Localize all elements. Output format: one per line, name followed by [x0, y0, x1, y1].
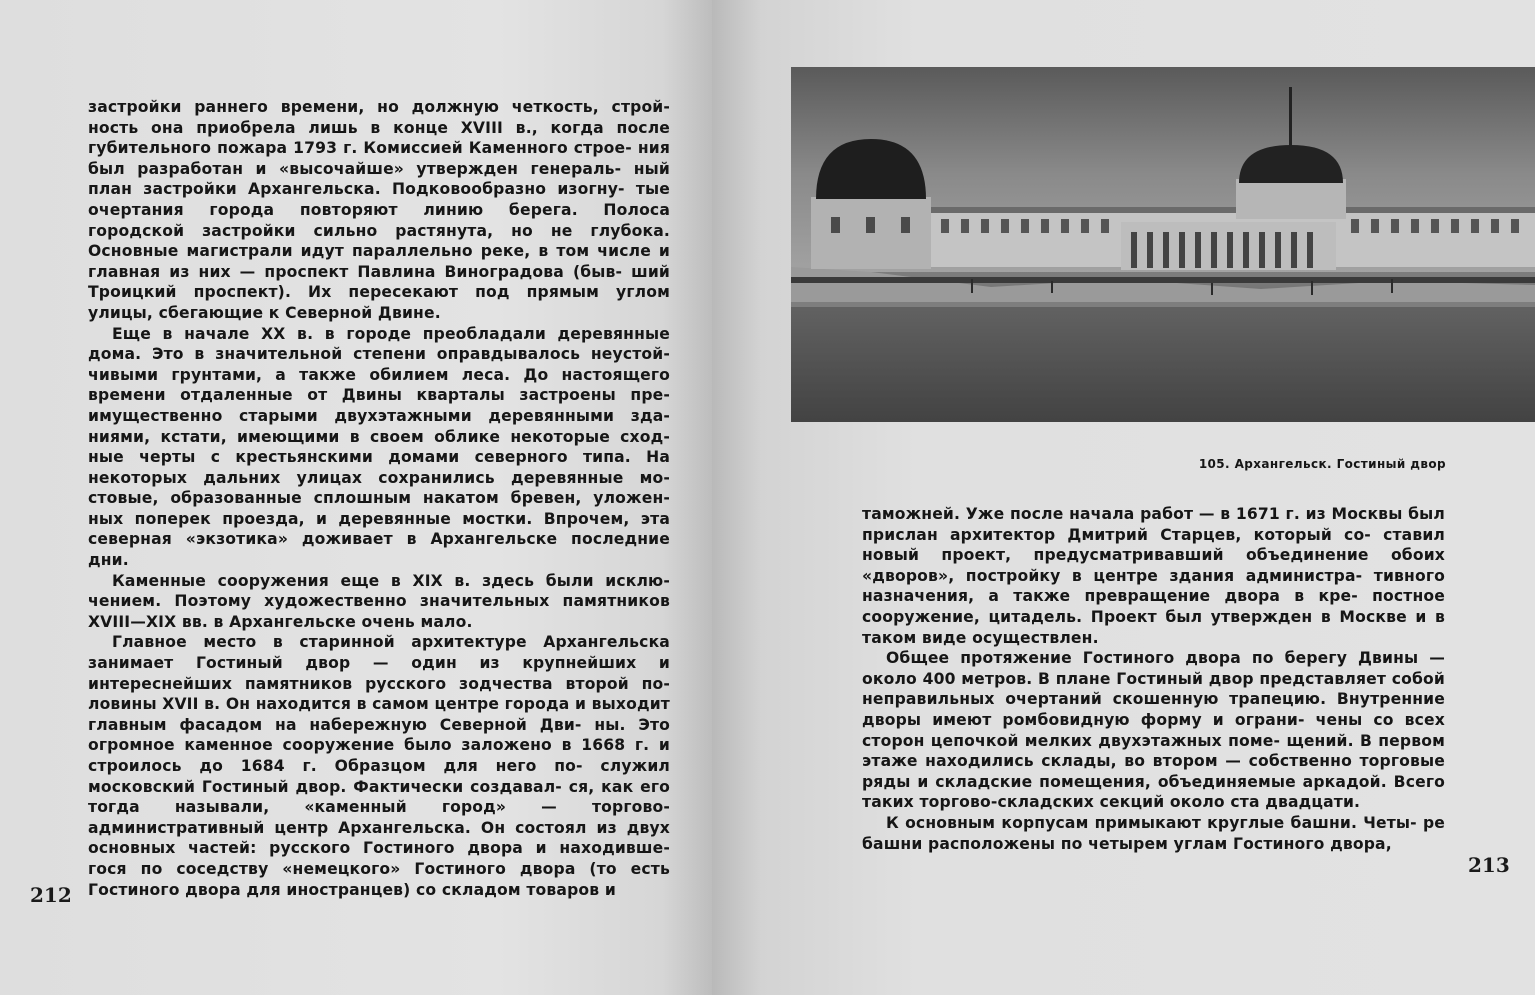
text-line: Каменные сооружения еще в XIX в. здесь были исклю-: [112, 571, 670, 590]
right-page-text: [862, 504, 1445, 854]
text-line: ся, как его тогда называли, «каменный город» — торгово-: [88, 777, 670, 817]
text-line: улицы, сбегающие к Северной Двине.: [88, 303, 441, 322]
text-line: XVIII—XIX вв. в Архангельске очень мало.: [88, 612, 473, 631]
right-page: [712, 0, 1535, 995]
text-line: Гостиного двора для иностранцев) со складом товаров и: [88, 880, 616, 899]
paragraph: [862, 504, 1445, 648]
paragraph: [88, 632, 670, 900]
text-line: К основным корпусам примыкают круглые башни. Четы-: [886, 813, 1417, 832]
text-line: дни.: [88, 551, 129, 570]
text-line: и главная из них — проспект Павлина Виноградова (быв-: [88, 242, 670, 281]
text-line: административный центр Архангельска. Он состоял из двух: [88, 818, 670, 837]
text-line: интереснейших памятников русского зодчества второй по-: [88, 674, 670, 693]
text-line: ность она приобрела лишь в конце XVIII в., когда после: [88, 118, 670, 137]
text-line: ловины XVII в. Он находится в самом центре города и: [88, 695, 587, 714]
text-line: таможней. Уже после начала работ — в 1671 г. из Москвы: [862, 505, 1403, 523]
text-line: собой неправильных очертаний скошенную трапецию.: [862, 669, 1445, 709]
text-line: чением. Поэтому художественно значительных памятников: [88, 592, 670, 611]
text-line: застройки раннего времени, но должную четкость, строй-: [88, 98, 670, 116]
text-line: дома. Это в значительной степени оправдывалось неустой-: [88, 345, 670, 364]
text-line: занимает Гостиный двор — один из крупнейших и: [88, 654, 670, 673]
text-line: северная «экзотика» доживает в Архангельске последние: [88, 530, 670, 549]
photo-gostiny-dvor: [791, 67, 1535, 422]
spire: [1289, 87, 1292, 147]
left-page: [0, 0, 712, 995]
photo-caption: 105. Архангельск. Гостиный двор: [1198, 457, 1446, 471]
text-line: чены со всех сторон цепочкой мелких двухэтажных поме-: [862, 710, 1445, 750]
text-line: ных поперек проезда, и деревянные мостки. Впрочем, эта: [88, 509, 670, 528]
text-line: имущественно старыми двухэтажными деревянными зда-: [88, 406, 670, 425]
paragraph: [862, 648, 1445, 813]
embankment: [791, 277, 1535, 283]
text-line: стовые, образованные сплошным накатом бревен, уложен-: [88, 489, 670, 508]
text-line: Основные магистрали идут параллельно реке, в том числе: [88, 242, 651, 261]
text-line: основных частей: русского Гостиного двора и находивше-: [88, 839, 670, 858]
text-line: ный план застройки Архангельска. Подковообразно изогну-: [88, 159, 670, 199]
text-line: времени отдаленные от Двины кварталы застроены пре-: [88, 386, 670, 405]
text-line: ны. Это огромное каменное сооружение было заложено: [88, 715, 670, 755]
central-tower: [1236, 179, 1346, 219]
text-line: секций около ста двадцати.: [1099, 793, 1361, 812]
text-line: городской застройки сильно растянута, но не глубока.: [88, 221, 670, 240]
text-line: постное сооружение, цитадель. Проект был утвержден: [862, 587, 1445, 626]
paragraph: [88, 324, 670, 571]
text-line: обоих «дворов», постройку в центре здания администра-: [862, 546, 1445, 585]
text-line: ния был разработан и «высочайше» утвержден генераль-: [88, 139, 670, 178]
text-line: некоторых дальних улицах сохранились деревянные мо-: [88, 468, 670, 487]
paragraph: [88, 571, 670, 633]
text-line: служил московский Гостиный двор. Фактически создавал-: [88, 757, 670, 796]
text-line: тые очертания города повторяют линию берега. Полоса: [88, 180, 670, 219]
paragraph: [88, 97, 670, 324]
text-line: выходит главным фасадом на набережную Северной Дви-: [88, 695, 670, 734]
text-line: был прислан архитектор Дмитрий Старцев, который со-: [862, 505, 1445, 544]
text-line: Еще в начале XX в. в городе преобладали деревянные: [112, 324, 670, 343]
text-line: собственно торговые ряды и складские помещения,: [862, 752, 1445, 791]
building-photo-illustration: [791, 67, 1535, 422]
text-line: Внутренние дворы имеют ромбовидную форму и ограни-: [862, 690, 1445, 729]
text-line: объединяемые аркадой. Всего таких торгово-складских: [862, 772, 1445, 812]
text-line: ший Троицкий проспект). Их пересекают под прямым углом: [88, 262, 670, 302]
text-line: ные черты с крестьянскими домами северного типа. На: [88, 448, 670, 467]
text-line: гося по соседству «немецкого» Гостиного двора (то есть: [88, 859, 670, 878]
text-line: тивного назначения, а также превращение двора в кре-: [862, 566, 1445, 606]
text-line: Главное место в старинной архитектуре Архангельска: [112, 633, 670, 652]
text-line: ставил новый проект, предусматривавший объединение: [862, 525, 1445, 565]
text-line: Общее протяжение Гостиного двора по берегу Двины —: [886, 649, 1445, 668]
text-line: губительного пожара 1793 г. Комиссией Каменного строе-: [88, 139, 632, 158]
text-line: в 1668 г. и строилось до 1684 г. Образцом для него по-: [88, 736, 670, 775]
paragraph: [862, 813, 1445, 854]
text-line: ре башни расположены по четырем углам Гостиного двора,: [862, 813, 1445, 853]
text-line: около 400 метров. В плане Гостиный двор представляет: [862, 669, 1387, 688]
text-line: ниями, кстати, имеющими в своем облике некоторые сход-: [88, 427, 670, 446]
text-line: чивыми грунтами, а также обилием леса. До настоящего: [88, 365, 670, 384]
text-line: в Москве и в таком виде осуществлен.: [862, 607, 1445, 647]
text-line: щений. В первом этаже находились склады, во втором —: [862, 731, 1445, 771]
page-number-right: 213: [1468, 853, 1510, 877]
page-number-left: 212: [30, 883, 72, 907]
left-page-text: [88, 97, 670, 900]
